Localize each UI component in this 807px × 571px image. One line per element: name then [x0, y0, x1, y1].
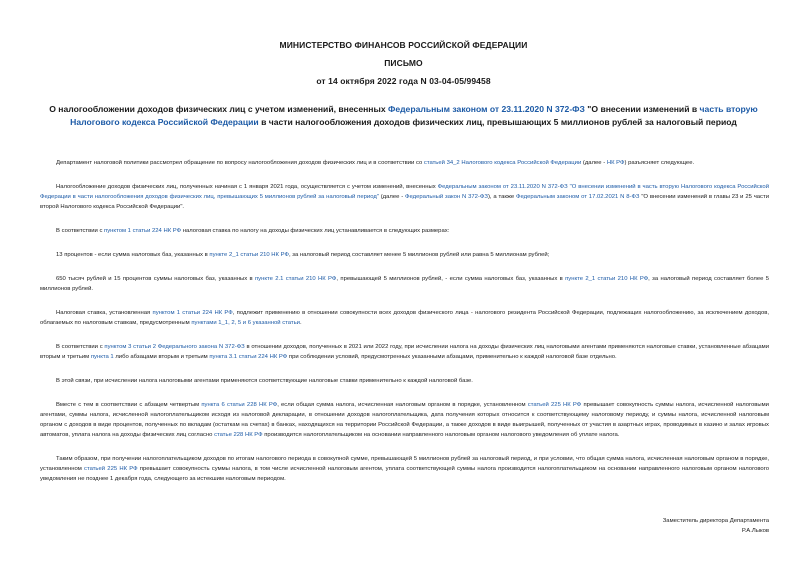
- paragraph-text: (далее -: [378, 194, 406, 200]
- ministry-title: МИНИСТЕРСТВО ФИНАНСОВ РОССИЙСКОЙ ФЕДЕРАЦИИ: [279, 40, 528, 50]
- paragraph-10: [40, 454, 769, 484]
- link-article-210-p2-1[interactable]: пункте 2.1 статьи 210 НК РФ: [254, 276, 337, 282]
- signature-block: [569, 516, 769, 536]
- link-federal-law-372[interactable]: Федеральным законом от 23.11.2020 N 372-ФЗ: [437, 184, 568, 190]
- document-subject: [42, 103, 765, 129]
- paragraph-text: в отношении доходов, полученных в 2021 или 2022 году, при исчислении налога на доходы физических лиц налоговыми агентами применяются налоговые ставки, установленные абзацами вторым и третьим: [40, 344, 769, 360]
- paragraph-text: при соблюдении условий, предусмотренных указанными абзацами, применительно к каждой налоговой базе отдельно.: [287, 354, 617, 360]
- link-article-224-points[interactable]: пунктами 1_1, 2, 5 и 6 указанной статьи: [191, 320, 300, 326]
- link-federal-law-372[interactable]: Федеральным законом от 23.11.2020 N 372-ФЗ: [387, 104, 585, 114]
- signer-name: Р.А.Лыков: [741, 528, 769, 534]
- paragraph-text: , подлежит применению в отношении совокупности всех доходов физического лица - налогового резидента Российской Федерации, подлежащих налогообложению, за исключением доходов, облагаемых по налоговым ставкам, предусмотренным: [40, 310, 769, 326]
- paragraph-text: ), а также: [487, 194, 517, 200]
- paragraph-text: В соответствии с: [56, 228, 105, 234]
- link-law-title[interactable]: "О внесении изменений в часть вторую Налогового кодекса Российской Федерации в части налогообложения доходов физических лиц, превышающих 5 миллионов рублей за налоговый период": [40, 184, 769, 200]
- link-article-210-p2-1[interactable]: пункте 2_1 статьи 210 НК РФ: [565, 276, 649, 282]
- paragraph-1: [40, 158, 769, 168]
- paragraph-text: (далее -: [581, 160, 607, 166]
- subject-text: в части налогообложения доходов физических лиц, превышающих 5 миллионов рублей за налоговый период: [258, 117, 737, 127]
- paragraph-4: [40, 250, 769, 260]
- paragraph-5: [40, 274, 769, 294]
- paragraph-text: ) разъясняет следующее.: [624, 160, 695, 166]
- link-federal-law-8[interactable]: Федеральным законом от 17.02.2021 N 8-ФЗ: [516, 194, 640, 200]
- paragraph-6: [40, 308, 769, 328]
- paragraph-text: , если общая сумма налога, исчисленная налоговым органом в порядке, установленном: [277, 402, 528, 408]
- link-article-224-p3-1[interactable]: пункта 3.1 статьи 224 НК РФ: [209, 354, 288, 360]
- subject-text: "О внесении изменений в: [584, 104, 700, 114]
- paragraph-text: превышает совокупность суммы налога, в том числе исчисленной налоговым агентом, уплата соответствующей суммы налога производится налогоплательщиком на основании направленного налоговым органом налогового уведомления не позднее 1 декабря года, следующего за истекшим налоговым периодом.: [40, 466, 769, 482]
- paragraph-text: 650 тысяч рублей и 15 процентов суммы налоговых баз, указанных в: [56, 276, 255, 282]
- paragraph-text: Налогообложение доходов физических лиц, полученных начиная с 1 января 2021 года, осуществляется с учетом изменений, внесенных: [56, 184, 438, 190]
- link-nk-rf[interactable]: НК РФ: [606, 160, 625, 166]
- subject-text: О налогообложении доходов физических лиц с учетом изменений, внесенных: [49, 104, 388, 114]
- paragraph-text: В соответствии с: [56, 344, 105, 350]
- paragraph-text: , за налоговый период составляет менее 5 миллионов рублей или равна 5 миллионам рублей;: [288, 252, 550, 258]
- paragraph-text: "О внесении изменений в главы 23 и 25 части второй Налогового кодекса Российской Федерации".: [40, 194, 769, 210]
- document-date-number: от 14 октября 2022 года N 03-04-05/99458: [316, 76, 491, 86]
- link-article-34-2[interactable]: статьей 34_2 Налогового кодекса Российской Федерации: [423, 160, 582, 166]
- paragraph-text: 13 процентов - если сумма налоговых баз, указанных в: [56, 252, 210, 258]
- paragraph-text: Департамент налоговой политики рассмотрел обращение по вопросу налогообложения доходов физических лиц и в соответствии со: [56, 160, 424, 166]
- paragraph-text: .: [299, 320, 302, 326]
- link-article-225[interactable]: статьей 225 НК РФ: [527, 402, 582, 408]
- link-federal-law-372-short[interactable]: Федеральный закон N 372-ФЗ: [405, 194, 488, 200]
- paragraph-text: Вместе с тем в соответствии с абзацем четвертым: [56, 402, 202, 408]
- link-article-224-p1-short[interactable]: пункта 1: [90, 354, 114, 360]
- paragraph-text: , превышающей 5 миллионов рублей, - если сумма налоговых баз, указанных в: [336, 276, 566, 282]
- link-article-210-p2-1[interactable]: пункте 2_1 статьи 210 НК РФ: [209, 252, 289, 258]
- paragraph-text: либо абзацами вторым и третьим: [113, 354, 210, 360]
- link-article-228[interactable]: статье 228 НК РФ: [214, 432, 263, 438]
- link-tax-code-part-two[interactable]: часть вторую Налогового кодекса Российской Федерации: [70, 104, 758, 127]
- paragraph-2: [40, 182, 769, 212]
- paragraph-3: [40, 226, 769, 236]
- paragraph-text: налоговая ставка по налогу на доходы физических лиц устанавливается в следующих размерах:: [181, 228, 450, 234]
- paragraph-8: [40, 376, 769, 386]
- link-law-372-art2-p3[interactable]: пунктом 3 статьи 2 Федерального закона N 372-ФЗ: [104, 344, 245, 350]
- paragraph-9: [40, 400, 769, 440]
- paragraph-text: , за налоговый период составляет более 5 миллионов рублей.: [40, 276, 769, 292]
- document-body: [40, 158, 769, 498]
- link-article-224-p1[interactable]: пунктом 1 статьи 224 НК РФ: [104, 228, 182, 234]
- link-article-225[interactable]: статьей 225 НК РФ: [84, 466, 138, 472]
- paragraph-text: В этой связи, при исчислении налога налоговыми агентами применяются соответствующие налоговые ставки применительно к каждой налоговой базе.: [56, 378, 473, 384]
- signer-position: Заместитель директора Департамента: [662, 518, 769, 524]
- paragraph-text: Таким образом, при получении налогоплательщиком доходов по итогам налогового периода в совокупной сумме, превышающей 5 миллионов рублей за налоговый период, и при условии, что общая сумма налога, исчисленная налоговым органом в порядке, установленном: [40, 456, 769, 472]
- paragraph-text: превышает совокупность суммы налога, исчисленной налоговыми агентами, суммы налога, исчисленной налогоплательщиком исходя из налоговой декларации, в отношении доходов налогоплательщика, дата получения которых относится к соответствующему налоговому периоду, и суммы налога, исчисленной налоговым органом с доходов в виде процентов, полученных по вкладам (остаткам на счетах) в банках, находящихся на территории Российской Федерации, а также доходов в виде выигрышей, полученных от участия в азартных играх, проводимых в казино и залах игровых автоматов, уплата налога на доходы физических лиц согласно: [40, 402, 769, 438]
- link-article-224-p1[interactable]: пунктом 1 статьи 224 НК РФ: [152, 310, 233, 316]
- paragraph-text: производится налогоплательщиком на основании направленного налоговым органом налогового уведомления об уплате налога.: [262, 432, 620, 438]
- link-article-228-p6[interactable]: пункта 6 статьи 228 НК РФ: [201, 402, 278, 408]
- document-type: ПИСЬМО: [384, 58, 423, 68]
- paragraph-text: Налоговая ставка, установленная: [56, 310, 153, 316]
- paragraph-7: [40, 342, 769, 362]
